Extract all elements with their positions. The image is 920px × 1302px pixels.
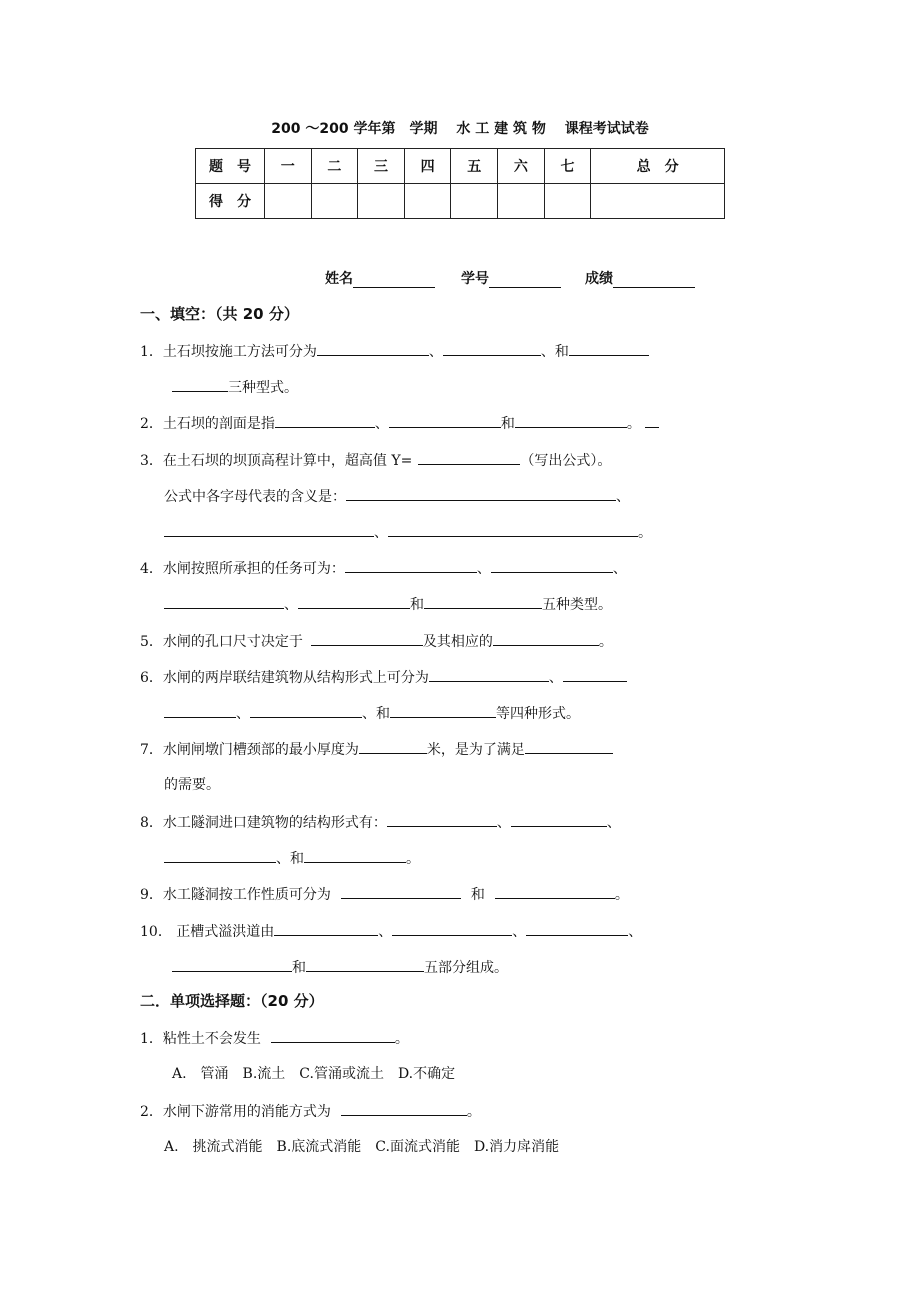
score-cell: 四 [404, 149, 451, 184]
q3-text: 。 [638, 525, 652, 541]
q6-text: 6．水闸的两岸联结建筑物从结构形式上可分为 [140, 670, 429, 686]
blank[interactable] [491, 557, 613, 573]
blank[interactable] [172, 956, 292, 972]
cq2-stem: 2．水闸下游常用的消能方式为 [140, 1104, 331, 1120]
score-cell: 五 [451, 149, 498, 184]
name-field[interactable] [353, 271, 435, 288]
q7-text: 米，是为了满足 [426, 742, 525, 758]
score-cell: 总 分 [591, 149, 725, 184]
q5-text: 5．水闸的孔口尺寸决定于 [140, 634, 303, 650]
choice-question-2 [140, 1100, 481, 1121]
score-input-cell[interactable] [404, 184, 451, 219]
blank[interactable] [346, 485, 616, 501]
q10-text: 和 [292, 960, 306, 976]
q6-text: 、 [548, 670, 563, 686]
student-info [325, 268, 695, 288]
score-input-cell[interactable] [358, 184, 405, 219]
question-2 [140, 412, 659, 433]
cq1-text: 。 [394, 1031, 409, 1047]
score-table [195, 148, 725, 219]
q1-text: 、和 [540, 344, 569, 360]
question-9 [140, 883, 629, 904]
q3-text: 3．在土石坝的坝顶高程计算中，超高值 Y= [140, 453, 413, 469]
blank[interactable] [317, 340, 429, 356]
question-7 [140, 738, 613, 759]
question-10-cont [172, 956, 508, 977]
blank[interactable] [525, 738, 613, 754]
id-label: 学号 [461, 271, 489, 287]
grade-label: 成绩 [585, 271, 613, 287]
question-4-cont [164, 593, 612, 614]
blank[interactable] [311, 630, 423, 646]
question-5 [140, 630, 613, 651]
score-table-header-row [196, 149, 725, 184]
blank[interactable] [493, 630, 599, 646]
q9-text: 。 [614, 887, 629, 903]
blank[interactable] [515, 412, 627, 428]
section-1-heading: 一、填空：（共 20 分） [140, 305, 299, 323]
blank[interactable] [306, 956, 424, 972]
blank[interactable] [275, 412, 375, 428]
choice-question-1 [140, 1027, 409, 1048]
blank[interactable] [387, 811, 497, 827]
question-4 [140, 557, 627, 578]
q1-text: 1．土石坝按施工方法可分为 [140, 344, 317, 360]
score-cell: 题 号 [196, 149, 265, 184]
choice-question-2-options: A. 挑流式消能 B.底流式消能 C.面流式消能 D.消力戽消能 [164, 1139, 560, 1155]
q3-text: 公式中各字母代表的含义是： [164, 489, 346, 505]
q9-text: 和 [470, 887, 485, 903]
q6-text: 、 [236, 706, 250, 722]
score-cell: 得 分 [196, 184, 265, 219]
blank[interactable] [526, 920, 628, 936]
score-input-cell[interactable] [451, 184, 498, 219]
question-7-cont [164, 774, 220, 794]
q10-text: 五部分组成。 [424, 960, 508, 976]
blank[interactable] [274, 920, 378, 936]
blank[interactable] [304, 847, 406, 863]
choice-question-1-options: A. 管涌 B.流土 C.管涌或流土 D.不确定 [172, 1066, 456, 1082]
q3-text: 、 [374, 525, 388, 541]
q8-text: 8．水工隧洞进口建筑物的结构形式有： [140, 815, 387, 831]
blank[interactable] [164, 847, 276, 863]
blank[interactable] [424, 593, 542, 609]
blank[interactable] [164, 593, 284, 609]
q6-text: 等四种形式。 [496, 706, 580, 722]
blank[interactable] [172, 376, 228, 392]
blank[interactable] [390, 702, 496, 718]
blank[interactable] [341, 883, 461, 899]
q10-text: 10． 正槽式溢洪道由 [140, 924, 275, 940]
blank[interactable] [443, 340, 541, 356]
blank[interactable] [389, 412, 501, 428]
blank[interactable] [341, 1100, 467, 1116]
q4-text: 和 [410, 597, 424, 613]
score-input-cell[interactable] [311, 184, 358, 219]
blank[interactable] [388, 521, 638, 537]
blank[interactable] [359, 738, 427, 754]
score-input-cell[interactable] [544, 184, 591, 219]
name-label: 姓名 [325, 271, 353, 287]
q3-text: （写出公式）。 [520, 453, 612, 469]
score-cell: 六 [498, 149, 545, 184]
section-2-heading: 二．单项选择题：（20 分） [140, 992, 324, 1010]
blank[interactable] [298, 593, 410, 609]
q8-text: 、和 [276, 851, 304, 867]
blank[interactable] [418, 449, 520, 465]
q5-text: 。 [598, 634, 613, 650]
question-3-cont [164, 485, 630, 506]
q2-text: 2．土石坝的剖面是指 [140, 416, 275, 432]
question-8-cont [164, 847, 420, 868]
blank[interactable] [250, 702, 362, 718]
score-cell: 一 [265, 149, 312, 184]
q4-text: 、 [284, 597, 298, 613]
blank[interactable] [645, 412, 659, 428]
score-table-score-row [196, 184, 725, 219]
q4-text: 、 [612, 561, 627, 577]
blank[interactable] [563, 666, 627, 682]
q4-text: 五种类型。 [542, 597, 612, 613]
cq2-text: 。 [466, 1104, 481, 1120]
exam-title: 200 ～200 学年第 学期 水 工 建 筑 物 课程考试试卷 [271, 121, 649, 137]
score-input-cell[interactable] [265, 184, 312, 219]
q8-text: 、 [496, 815, 511, 831]
q10-text: 、 [512, 924, 527, 940]
blank[interactable] [569, 340, 649, 356]
blank[interactable] [271, 1027, 395, 1043]
blank[interactable] [164, 702, 236, 718]
blank[interactable] [164, 521, 374, 537]
blank[interactable] [345, 557, 477, 573]
blank[interactable] [511, 811, 607, 827]
question-6-cont [164, 702, 580, 723]
q2-text: 、 [374, 416, 389, 432]
q9-text: 9．水工隧洞按工作性质可分为 [140, 887, 331, 903]
q8-text: 。 [406, 851, 420, 867]
question-6 [140, 666, 627, 687]
q7-text: 7．水闸闸墩门槽颈部的最小厚度为 [140, 742, 359, 758]
q2-text: 。 [626, 416, 641, 432]
question-1 [140, 340, 649, 361]
score-input-cell[interactable] [591, 184, 725, 219]
question-3-cont2 [164, 521, 652, 542]
q4-text: 、 [476, 561, 491, 577]
q2-text: 和 [500, 416, 515, 432]
id-field[interactable] [489, 271, 561, 288]
q7-text: 的需要。 [164, 777, 220, 793]
q1-text: 三种型式。 [228, 380, 298, 396]
score-input-cell[interactable] [498, 184, 545, 219]
score-cell: 三 [358, 149, 405, 184]
blank[interactable] [495, 883, 615, 899]
score-cell: 七 [544, 149, 591, 184]
q4-text: 4．水闸按照所承担的任务可为： [140, 561, 345, 577]
question-8 [140, 811, 621, 832]
question-1-cont [172, 376, 298, 397]
question-3 [140, 449, 611, 470]
grade-field[interactable] [613, 271, 695, 288]
q3-text: 、 [616, 489, 630, 505]
q5-text: 及其相应的 [422, 634, 493, 650]
q6-text: 、和 [362, 706, 390, 722]
blank[interactable] [392, 920, 512, 936]
q10-text: 、 [628, 924, 643, 940]
blank[interactable] [429, 666, 549, 682]
q10-text: 、 [378, 924, 393, 940]
cq1-stem: 1．粘性土不会发生 [140, 1031, 261, 1047]
q1-text: 、 [428, 344, 443, 360]
score-cell: 二 [311, 149, 358, 184]
q8-text: 、 [606, 815, 621, 831]
question-10 [140, 920, 642, 941]
